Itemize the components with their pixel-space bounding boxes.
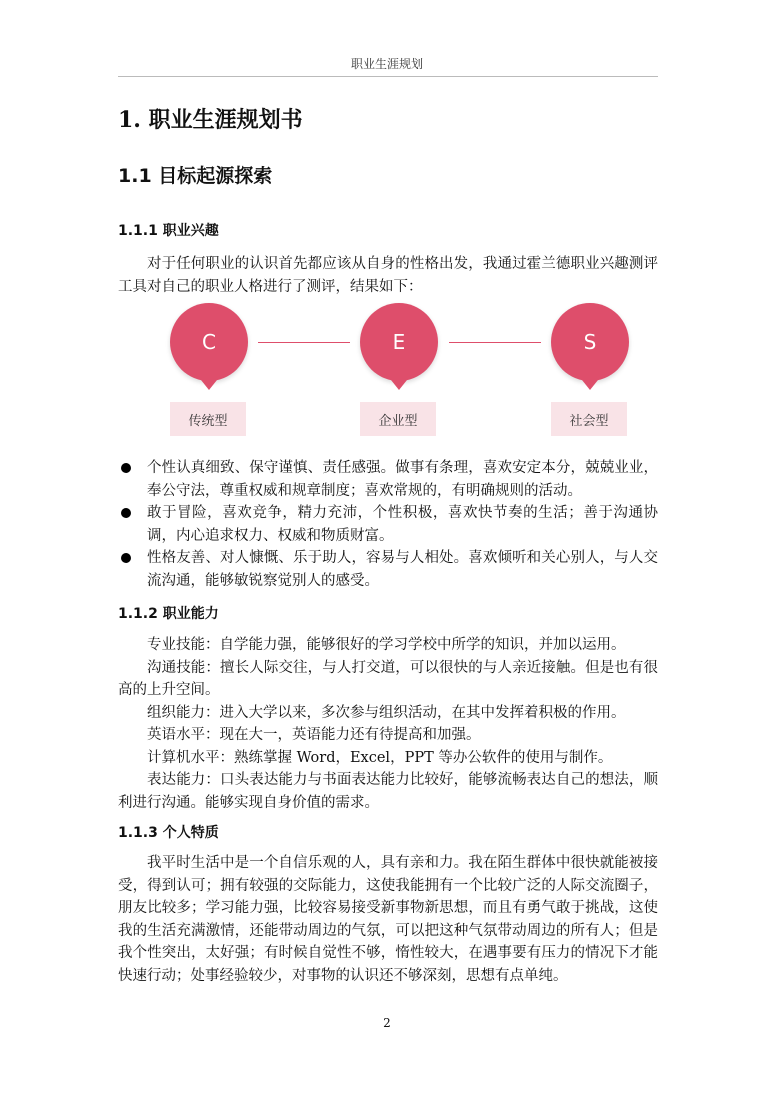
section-1-1-2-heading: 1.1.2 职业能力 [118,606,219,622]
section-1-heading: 1. 职业生涯规划书 [118,107,303,133]
holland-type-label: 社会型 [551,402,627,436]
header-rule [118,76,658,77]
holland-letter-circle [551,303,629,381]
holland-node-c [170,303,248,429]
holland-letter: C [202,330,216,354]
holland-letter-circle [170,303,248,381]
holland-type-label: 企业型 [360,402,436,436]
pointer-icon [582,380,598,390]
personality-bullet-list [118,457,658,592]
ability-paragraph: 表达能力：口头表达能力与书面表达能力比较好，能够流畅表达自己的想法，顺利进行沟通。能够实现自身价值的需求。 [118,772,658,811]
bullet-icon [121,463,131,473]
section-1-1-heading: 1.1 目标起源探索 [118,165,273,187]
pointer-icon [391,380,407,390]
ability-paragraph: 计算机水平：熟练掌握 Word，Excel，PPT 等办公软件的使用与制作。 [147,749,613,766]
header-title: 职业生涯规划 [350,57,423,71]
bullet-text: 个性认真细致、保守谨慎、责任感强。做事有条理，喜欢安定本分，兢兢业业，奉公守法，尊重权威和规章制度；喜欢常规的，有明确规则的活动。 [147,460,658,499]
holland-node-e [360,303,438,429]
ability-paragraph: 英语水平：现在大一，英语能力还有待提高和加强。 [147,727,481,743]
holland-letter: S [583,330,597,354]
ability-paragraph: 组织能力：进入大学以来，多次参与组织活动，在其中发挥着积极的作用。 [147,704,626,721]
pointer-icon [201,380,217,390]
holland-node-s [551,303,629,429]
holland-type-label: 传统型 [170,402,246,436]
holland-letter: E [392,330,406,354]
abilities-block [118,634,658,814]
holland-letter-circle [360,303,438,381]
section-1-1-3-heading: 1.1.3 个人特质 [118,825,219,841]
list-item [118,502,658,547]
interest-intro-paragraph: 对于任何职业的认识首先都应该从自身的性格出发，我通过霍兰德职业兴趣测评工具对自己的职业人格进行了测评，结果如下： [118,256,658,295]
bullet-text: 敢于冒险，喜欢竞争，精力充沛，个性积极，喜欢快节奏的生活；善于沟通协调，内心追求权力、权威和物质财富。 [147,505,658,544]
personal-traits-paragraph: 我平时生活中是一个自信乐观的人，具有亲和力。我在陌生群体中很快就能被接受，得到认可；拥有较强的交际能力，这使我能拥有一个比较广泛的人际交流圈子，朋友比较多；学习能力强，比较容易接受新事物新思想，而且有勇气敢于挑战，这使我的生活充满激情，还能带动周边的气氛，可以把这种气氛带动周边的所有人；但是我个性突出，太好强；有时候自觉性不够，惰性较大，在遇事要有压力的情况下才能快速行动；处事经验较少，对事物的认识还不够深刻，思想有点单纯。 [118,855,658,984]
list-item [118,457,658,502]
ability-paragraph: 沟通技能：擅长人际交往，与人打交道，可以很快的与人亲近接触。但是也有很高的上升空间。 [118,659,658,698]
page-number: 2 [383,1016,391,1030]
ability-paragraph: 专业技能：自学能力强，能够很好的学习学校中所学的知识，并加以运用。 [147,637,626,653]
connector-line [258,342,350,343]
section-1-1-1-heading: 1.1.1 职业兴趣 [118,223,219,239]
list-item [118,547,658,592]
holland-code-diagram [170,303,630,438]
bullet-text: 性格友善、对人慷慨、乐于助人，容易与人相处。喜欢倾听和关心别人，与人交流沟通，能够敏锐察觉别人的感受。 [147,550,658,589]
connector-line [449,342,541,343]
bullet-icon [121,553,131,563]
bullet-icon [121,508,131,518]
